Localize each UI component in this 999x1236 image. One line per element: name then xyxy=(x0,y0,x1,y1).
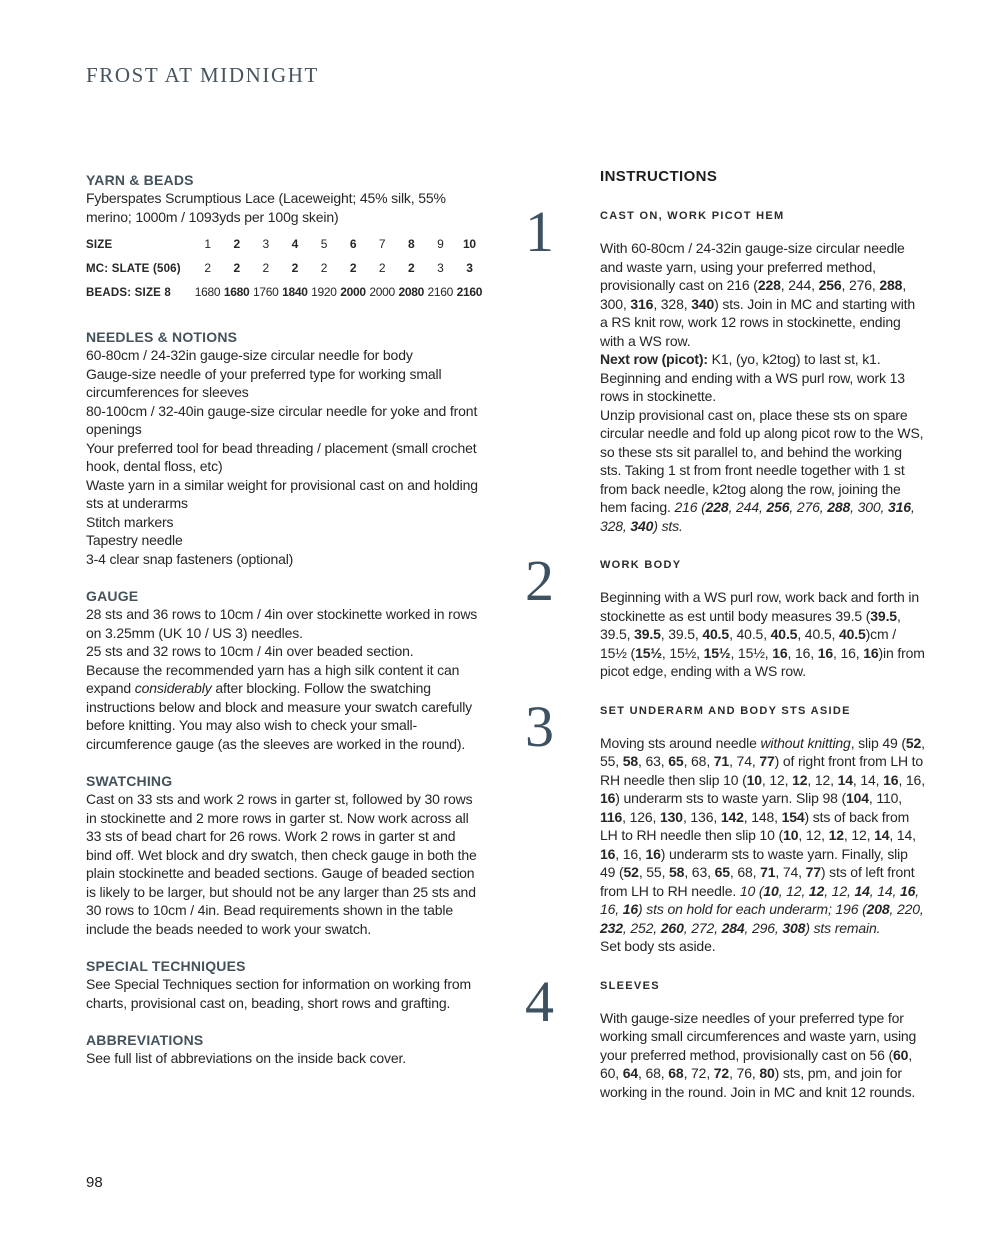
text-run: 16 xyxy=(600,790,616,806)
text-run: , 110, xyxy=(868,790,902,806)
section-heading: NEEDLES & NOTIONS xyxy=(86,329,238,345)
special-techniques-text xyxy=(86,975,484,1012)
paragraph xyxy=(600,1009,925,1102)
text-run: 316 xyxy=(888,499,911,515)
text-run: , 55, xyxy=(600,734,925,769)
text-run: See Special Techniques section for information on working from charts, provisional cast on, beading, short rows and grafting. xyxy=(86,976,471,1011)
text-run: 65 xyxy=(714,864,730,880)
table-cell: 2160 xyxy=(427,285,454,299)
text-run: Set body sts aside. xyxy=(600,938,716,954)
table-cell: 8 xyxy=(408,237,415,251)
table-cell: 1920 xyxy=(311,285,337,299)
text-run: 10 xyxy=(783,827,799,843)
text-run: , 68, xyxy=(638,1065,669,1081)
text-run: , 148, xyxy=(743,808,782,825)
text-run: 58 xyxy=(669,864,685,880)
text-run: 10 ( xyxy=(739,882,764,899)
text-run: , 15½, xyxy=(730,644,773,661)
page-number: 98 xyxy=(86,1174,103,1191)
text-run: , 68, xyxy=(683,753,714,769)
step-number: 4 xyxy=(525,968,554,1034)
table-row xyxy=(86,237,484,261)
text-run: 10 xyxy=(763,882,779,899)
text-run: 232 xyxy=(600,919,623,936)
text-run: , 74, xyxy=(775,864,806,880)
left-column xyxy=(86,172,484,1088)
text-run: 68 xyxy=(668,1065,684,1081)
text-run: , 12, xyxy=(761,771,793,788)
paragraph xyxy=(600,937,925,956)
table-cell: 2080 xyxy=(398,285,424,299)
text-run: 40.5 xyxy=(838,626,866,642)
section-heading: GAUGE xyxy=(86,588,139,604)
text-run: ) sts, pm, and join for working in the round. Join in MC and knit 12 rounds. xyxy=(600,1065,916,1100)
text-run: 228 xyxy=(757,277,781,293)
table-cell: 1680 xyxy=(223,285,250,299)
text-run: 14 xyxy=(837,771,853,788)
text-run: considerably xyxy=(134,680,212,696)
table-cell: 2000 xyxy=(369,285,395,299)
section-swatching xyxy=(86,773,484,938)
paragraph xyxy=(86,513,484,532)
text-run: , 16, xyxy=(898,771,925,788)
table-cell: 2 xyxy=(349,261,357,275)
text-run: 58 xyxy=(622,753,639,769)
table-cell: 2000 xyxy=(340,285,366,299)
table-cell: 2 xyxy=(233,261,240,275)
text-run: 25 sts and 32 rows to 10cm / 4in over beaded section. xyxy=(86,643,414,659)
table-cell: 1840 xyxy=(282,285,308,299)
text-run: 15½ xyxy=(703,644,731,661)
text-run: Waste yarn in a similar weight for provisional cast on and holding sts at underarms xyxy=(86,476,478,511)
text-run: , 12, xyxy=(798,827,829,843)
text-run: , 76, xyxy=(729,1065,760,1081)
section-heading: YARN & BEADS xyxy=(86,172,194,188)
text-run: , 12, xyxy=(843,827,875,843)
text-run: 10 xyxy=(746,771,762,788)
text-run: ) sts of left front from LH to RH needle. xyxy=(600,864,915,899)
text-run: , 40.5, xyxy=(729,626,771,642)
table-cell: 7 xyxy=(378,237,386,251)
table-cell: 1760 xyxy=(252,285,279,299)
text-run: ) sts on hold for each underarm; 196 ( xyxy=(638,901,867,917)
text-run: 256 xyxy=(818,277,842,293)
section-heading: SWATCHING xyxy=(86,773,173,789)
text-run: 12 xyxy=(792,771,808,788)
text-run: 16 xyxy=(863,644,879,661)
text-run: , 272, xyxy=(683,919,722,936)
text-run: With 60-80cm / 24-32in gauge-size circular needle and waste yarn, using your preferred method, provisionally cast on 216 ( xyxy=(600,240,905,293)
text-run: , 15½, xyxy=(661,644,704,661)
text-run: Beginning with a WS purl row, work back and forth in stockinette as est until body measures 39.5 ( xyxy=(600,589,920,624)
text-run: 288 xyxy=(879,277,903,293)
text-run: 60 xyxy=(893,1046,909,1063)
text-run: 16 xyxy=(817,644,834,661)
paragraph xyxy=(86,605,484,642)
text-run: 28 sts and 36 rows to 10cm / 4in over stockinette worked in rows on 3.25mm (UK 10 / US 3) needles. xyxy=(86,606,478,641)
section-heading: ABBREVIATIONS xyxy=(86,1032,204,1048)
step-title: CAST ON, WORK PICOT HEM xyxy=(600,210,785,222)
text-run: )cm / 15½ ( xyxy=(600,626,896,661)
text-run: , slip 49 ( xyxy=(850,734,906,751)
text-run: , 72, xyxy=(683,1065,714,1081)
text-run: Next row (picot): xyxy=(600,351,708,367)
text-run: , 14, xyxy=(869,882,900,899)
text-run: 77 xyxy=(759,753,775,769)
text-run: Stitch markers xyxy=(86,513,174,530)
paragraph xyxy=(600,239,925,350)
text-run: Cast on 33 sts and work 2 rows in garter st, followed by 30 rows in stockinette and 2 more rows in garter st. Now work across all 33 sts of bead chart for 26 rows. Work 2 rows in garter st and bind off. Wet block and dry swatch, then check gauge in both the plain stockinette and beaded sections. Gauge of beaded section is likely to be larger, but should not be any larger than 25 sts and 30 rows to 10cm / 4in. Bead requirements shown in the table include the beads needed to work your swatch. xyxy=(86,791,477,937)
table-row xyxy=(86,261,484,285)
text-run: 256 xyxy=(766,499,790,515)
text-run: See full list of abbreviations on the inside back cover. xyxy=(86,1050,407,1066)
text-run: 16 xyxy=(772,644,788,661)
text-run: 77 xyxy=(805,864,821,880)
paragraph xyxy=(86,661,484,754)
text-run: , 136, xyxy=(682,808,721,825)
text-run: 208 xyxy=(866,901,890,917)
text-run: , 40.5, xyxy=(797,626,839,642)
text-run: , 16, xyxy=(833,644,864,661)
text-run: , 12, xyxy=(778,882,809,899)
text-run: ) sts. Join in MC and starting with a RS knit row, work 12 rows in stockinette, ending with a WS row. xyxy=(600,295,916,349)
text-run: 40.5 xyxy=(702,626,730,642)
paragraph xyxy=(86,790,484,938)
paragraph xyxy=(86,550,484,569)
text-run: , 300, xyxy=(850,499,889,515)
table-cell: 2 xyxy=(291,261,299,275)
step-body xyxy=(600,978,925,1102)
table-row-label: SIZE xyxy=(86,239,113,251)
text-run: ) underarm sts to waste yarn. Finally, slip 49 ( xyxy=(600,845,908,880)
text-run: 16 xyxy=(622,901,639,917)
section-needles-notions xyxy=(86,329,484,568)
text-run: 71 xyxy=(713,753,730,769)
table-cell: 1680 xyxy=(194,285,221,299)
text-run: 80 xyxy=(759,1065,775,1081)
step-title: SET UNDERARM AND BODY STS ASIDE xyxy=(600,704,851,717)
instruction-steps xyxy=(525,199,925,1101)
paragraph xyxy=(86,1049,484,1068)
paragraph xyxy=(600,734,925,938)
table-cell: 10 xyxy=(463,237,476,251)
paragraph xyxy=(86,642,484,661)
instruction-step xyxy=(525,548,925,681)
table-cell: 6 xyxy=(349,237,357,251)
paragraph xyxy=(600,369,925,406)
text-run: 80-100cm / 32-40in gauge-size circular needle for yoke and front openings xyxy=(86,402,478,437)
text-run: , 63, xyxy=(684,864,715,880)
text-run: Unzip provisional cast on, place these sts on spare circular needle and fold up along picot row to the WS, so these sts sit parallel to, and behind the working sts. Taking 1 st from front needle together with 1 st from back needle, k2tog along the row, joining the hem facing. xyxy=(600,406,924,515)
text-run: , 276, xyxy=(789,499,828,515)
text-run: 340 xyxy=(691,295,715,312)
section-abbreviations xyxy=(86,1032,484,1068)
text-run: Moving sts around needle xyxy=(600,734,761,751)
text-run: 52 xyxy=(623,864,639,880)
table-cell: 2 xyxy=(233,237,240,251)
table-cell: 5 xyxy=(320,237,328,251)
text-run: 316 xyxy=(630,295,654,312)
text-run: 116 xyxy=(600,808,623,825)
right-column xyxy=(525,168,925,1123)
table-cell: 2 xyxy=(262,261,269,275)
abbreviations-text xyxy=(86,1049,484,1068)
text-run: 39.5 xyxy=(870,607,897,624)
text-run: ) sts remain. xyxy=(805,919,881,936)
step-body xyxy=(600,703,925,956)
text-run: 260 xyxy=(660,919,684,936)
text-run: Your preferred tool for bead threading / placement (small crochet hook, dental floss, etc) xyxy=(86,439,477,474)
paragraph xyxy=(86,476,484,513)
paragraph xyxy=(86,365,484,402)
text-run: , 14, xyxy=(852,771,884,788)
text-run: , 12, xyxy=(824,882,855,899)
text-run: , 74, xyxy=(729,753,760,769)
text-run: , 16, xyxy=(600,882,919,917)
text-run: 104 xyxy=(845,790,869,806)
text-run: without knitting xyxy=(760,734,851,751)
paragraph xyxy=(86,189,484,226)
table-row xyxy=(86,285,484,309)
text-run: , 328, xyxy=(600,499,915,534)
text-run: 16 xyxy=(600,845,616,862)
table-cell: 2 xyxy=(204,261,211,275)
text-run: ) sts. xyxy=(653,517,683,534)
table-cell: 2 xyxy=(408,261,415,275)
text-run: 216 ( xyxy=(674,499,706,515)
gauge-text xyxy=(86,605,484,753)
text-run: 288 xyxy=(827,499,851,515)
instruction-step xyxy=(525,199,925,535)
text-run: With gauge-size needles of your preferred type for working small circumferences and waste yarn, using your preferred method, provisionally cast on 56 ( xyxy=(600,1009,917,1063)
text-run: 72 xyxy=(713,1065,730,1081)
text-run: , 244, xyxy=(728,499,767,515)
text-run: Fyberspates Scrumptious Lace (Laceweight; 45% silk, 55% merino; 1000m / 1093yds per 100g skein) xyxy=(86,190,446,225)
text-run: 3-4 clear snap fasteners (optional) xyxy=(86,550,294,567)
paragraph xyxy=(600,588,925,681)
step-title: SLEEVES xyxy=(600,979,660,992)
instructions-heading: INSTRUCTIONS xyxy=(600,168,718,185)
text-run: , 60, xyxy=(600,1046,913,1081)
text-run: Tapestry needle xyxy=(86,532,183,548)
table-cell: 2160 xyxy=(456,285,483,299)
section-heading: SPECIAL TECHNIQUES xyxy=(86,958,246,974)
text-run: K1, (yo, k2tog) to last st, k1. xyxy=(707,351,881,367)
table-cell: 2 xyxy=(378,261,386,275)
text-run: 284 xyxy=(721,919,745,936)
text-run: Because the recommended yarn has a high silk content it can expand xyxy=(86,661,460,696)
table-cell: 3 xyxy=(466,261,473,275)
table-cell: 2 xyxy=(320,261,328,275)
paragraph xyxy=(86,975,484,1012)
text-run: 52 xyxy=(905,734,922,751)
paragraph xyxy=(600,406,925,536)
text-run: 71 xyxy=(760,864,776,880)
text-run: ) sts of back from LH to RH needle then slip 10 ( xyxy=(600,808,910,843)
text-run: after blocking. Follow the swatching instructions below and block and measure your swatch carefully before knitting. You may also wish to check your small-circumference gauge (as the sleeves are worked in the round). xyxy=(86,680,473,752)
step-title: WORK BODY xyxy=(600,559,682,571)
text-run: , 276, xyxy=(841,277,880,293)
step-body xyxy=(600,557,925,681)
paragraph xyxy=(86,439,484,476)
text-run: , 244, xyxy=(780,277,819,293)
table-row-label: MC: SLATE (506) xyxy=(86,263,181,275)
text-run: , 39.5, xyxy=(600,607,901,642)
paragraph xyxy=(600,350,925,369)
page-title: FROST AT MIDNIGHT xyxy=(86,63,319,87)
text-run: Beginning and ending with a WS purl row, work 13 rows in stockinette. xyxy=(600,369,905,404)
text-run: , 16, xyxy=(615,845,646,862)
step-number: 1 xyxy=(525,199,554,264)
table-cell: 4 xyxy=(291,237,299,251)
section-yarn-beads xyxy=(86,172,484,309)
instruction-step xyxy=(525,968,925,1102)
text-run: 40.5 xyxy=(770,626,798,642)
text-run: , 14, xyxy=(889,827,916,843)
text-run: Gauge-size needle of your preferred type for working small circumferences for sleeves xyxy=(86,365,442,400)
text-run: 15½ xyxy=(635,644,662,661)
text-run: ) of right front from LH to RH needle then slip 10 ( xyxy=(600,753,924,788)
step-number: 2 xyxy=(525,548,554,613)
paragraph xyxy=(86,346,484,365)
text-run: 308 xyxy=(782,919,806,936)
table-cell: 9 xyxy=(437,237,444,251)
text-run: , 12, xyxy=(807,771,838,788)
text-run: ) underarm sts to waste yarn. Slip 98 ( xyxy=(615,790,846,806)
text-run: , 220, xyxy=(889,901,924,917)
text-run: 154 xyxy=(781,808,805,825)
text-run: , 39.5, xyxy=(660,626,703,642)
needles-list xyxy=(86,346,484,568)
yarn-beads-table xyxy=(86,237,484,309)
step-body xyxy=(600,208,925,535)
text-run: 130 xyxy=(660,808,683,825)
text-run: , 296, xyxy=(744,919,783,936)
section-gauge xyxy=(86,588,484,753)
table-cell: 1 xyxy=(204,237,211,251)
yarn-description xyxy=(86,189,484,226)
text-run: 64 xyxy=(622,1065,639,1081)
text-run: , 328, xyxy=(653,295,692,312)
text-run: , 63, xyxy=(638,753,669,769)
paragraph xyxy=(86,402,484,439)
table-cell: 3 xyxy=(437,261,444,275)
text-run: , 300, xyxy=(600,277,907,312)
text-run: 12 xyxy=(828,827,844,843)
text-run: 228 xyxy=(705,499,729,515)
table-cell: 3 xyxy=(262,237,269,251)
text-run: , 252, xyxy=(622,919,661,936)
text-run: 142 xyxy=(720,808,744,825)
text-run: 12 xyxy=(808,882,825,899)
paragraph xyxy=(86,531,484,550)
step-number: 3 xyxy=(525,693,554,759)
text-run: , 55, xyxy=(638,864,670,880)
text-run: 16 xyxy=(899,882,916,899)
text-run: 340 xyxy=(630,517,654,534)
text-run: 16 xyxy=(883,771,899,788)
table-row-label: BEADS: SIZE 8 xyxy=(86,287,172,299)
section-special-techniques xyxy=(86,958,484,1012)
text-run: 60-80cm / 24-32in gauge-size circular needle for body xyxy=(86,347,413,363)
swatching-text xyxy=(86,790,484,938)
text-run: , 126, xyxy=(622,808,661,825)
text-run: 14 xyxy=(874,827,890,843)
text-run: 39.5 xyxy=(634,626,661,642)
text-run: 14 xyxy=(854,882,870,899)
instruction-step xyxy=(525,693,925,956)
text-run: , 68, xyxy=(729,864,761,880)
text-run: 65 xyxy=(668,753,684,769)
text-run: , 16, xyxy=(787,644,818,661)
text-run: )in from picot edge, ending with a WS row. xyxy=(600,644,925,679)
text-run: 16 xyxy=(645,845,661,862)
